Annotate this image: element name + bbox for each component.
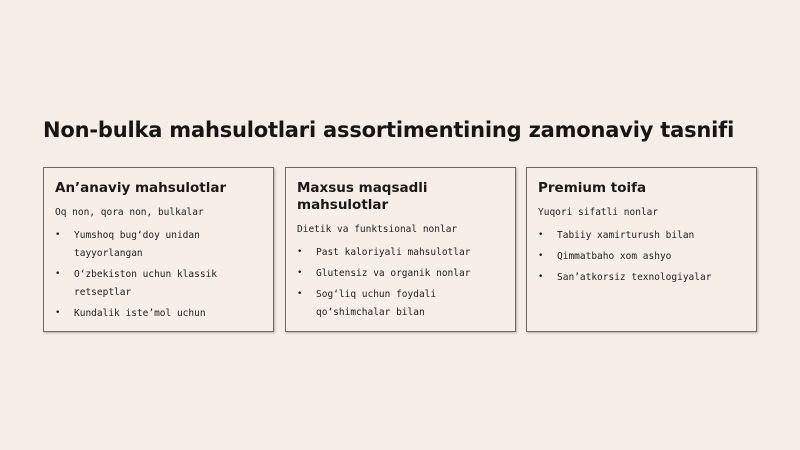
bullet-list [297, 244, 505, 322]
card-subtitle: Oq non, qora non, bulkalar [55, 207, 204, 218]
bullet-icon: • [538, 251, 544, 261]
list-item-text: Sog‘liq uchun foydali qo‘shimchalar bilan [316, 289, 437, 318]
card-title: An’anaviy mahsulotlar [55, 180, 227, 196]
list-item-text: Yumshoq bug‘doy unidan tayyorlangan [74, 230, 200, 259]
bullet-icon: • [538, 230, 544, 240]
bullet-icon: • [55, 308, 61, 318]
card-traditional-products [43, 167, 274, 332]
list-item-text: Kundalik iste’mol uchun [74, 308, 206, 319]
list-item-text: Glutensiz va organik nonlar [316, 268, 471, 279]
list-item [55, 266, 263, 302]
list-item-text: O‘zbekiston uchun klassik retseptlar [74, 269, 217, 298]
list-item-text: San’atkorsiz texnologiyalar [557, 272, 712, 283]
list-item [55, 227, 263, 263]
card-premium-category [526, 167, 757, 332]
list-item-text: Past kaloriyali mahsulotlar [316, 247, 471, 258]
list-item [538, 248, 746, 266]
bullet-icon: • [297, 268, 303, 278]
card-special-purpose-products [285, 167, 516, 332]
bullet-list [538, 227, 746, 287]
card-subtitle: Yuqori sifatli nonlar [538, 207, 659, 218]
page-title: Non-bulka mahsulotlari assortimentining zamonaviy tasnifi [43, 118, 735, 142]
list-item [297, 265, 505, 283]
bullet-list [55, 227, 263, 323]
list-item [55, 305, 263, 323]
bullet-icon: • [297, 247, 303, 257]
card-title: Maxsus maqsadli mahsulotlar [297, 180, 428, 213]
bullet-icon: • [55, 269, 61, 279]
list-item [297, 244, 505, 262]
list-item-text: Tabiiy xamirturush bilan [557, 230, 695, 241]
list-item [297, 286, 505, 322]
bullet-icon: • [538, 272, 544, 282]
card-title: Premium toifa [538, 180, 647, 196]
card-subtitle: Dietik va funktsional nonlar [297, 224, 458, 235]
list-item-text: Qimmatbaho xom ashyo [557, 251, 672, 262]
bullet-icon: • [297, 289, 303, 299]
list-item [538, 269, 746, 287]
list-item [538, 227, 746, 245]
bullet-icon: • [55, 230, 61, 240]
